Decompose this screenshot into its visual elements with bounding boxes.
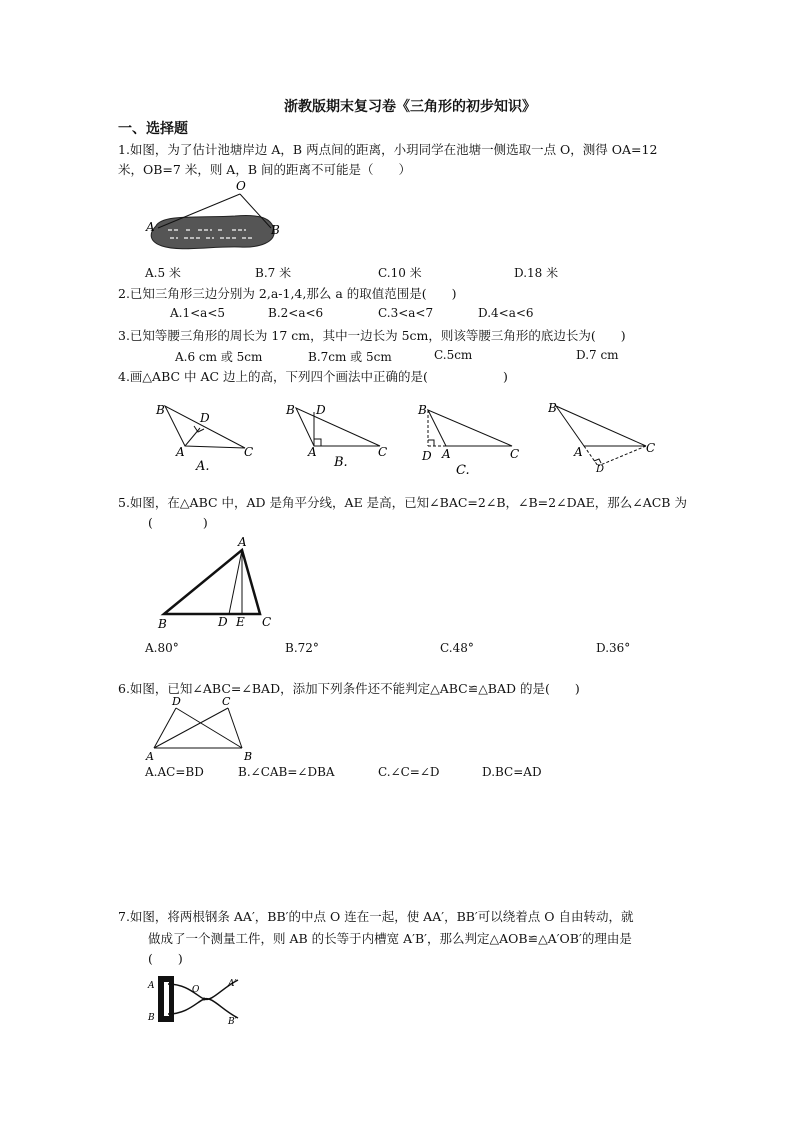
svg-text:A: A [146,750,154,763]
q1-pond-figure [140,178,290,260]
svg-text:E: E [236,615,245,629]
q2-text: 2.已知三角形三边分别为 2,a-1,4,那么 a 的取值范围是( ) [118,286,457,301]
q1-option-d: D.18 米 [514,266,559,280]
q6-option-d: D.BC=AD [482,765,542,779]
svg-text:O: O [192,985,200,995]
svg-text:A: A [442,447,451,461]
q7-text-line1: 7.如图，将两根钢条 AA′，BB′的中点 O 连在一起，使 AA′，BB′可以绕着点 O 自由转动，就 [118,909,634,924]
q5-text-line2: ( ) [148,515,208,530]
svg-text:B: B [244,750,253,763]
svg-text:A.: A. [196,459,210,473]
svg-text:C: C [510,447,520,461]
page-title: 浙教版期末复习卷《三角形的初步知识》 [284,99,536,115]
svg-text:D: D [218,615,228,629]
svg-text:C: C [646,441,656,455]
svg-text:B: B [158,617,167,631]
q2-option-d: D.4<a<6 [478,306,534,320]
q6-text: 6.如图，已知∠ABC=∠BAD，添加下列条件还不能判定△ABC≌△BAD 的是( ) [118,681,580,696]
q2-option-a: A.1<a<5 [170,306,226,320]
q3-option-c: C.5cm [434,348,473,362]
svg-text:D: D [422,449,432,463]
altitude-line [598,446,646,466]
svg-text:D: D [200,411,210,425]
svg-text:D: D [596,464,605,473]
right-angle-mark [594,459,601,463]
q5-option-b: B.72° [285,641,319,655]
pivot-O [203,998,206,1001]
q2-option-c: C.3<a<7 [378,306,434,320]
q1-option-a: A.5 米 [145,266,181,280]
svg-text:C: C [262,615,272,629]
svg-text:C: C [222,695,231,708]
q1-text-line1: 1.如图，为了估计池塘岸边 A，B 两点间的距离，小玥同学在池塘一侧选取一点 O，测得 OA=12 [118,142,658,157]
q4-figure-d [548,398,658,473]
q1-text-line2: 米，OB=7 米，则 A，B 间的距离不可能是（ ） [118,162,411,177]
q5-option-d: D.36° [596,641,631,655]
svg-text:B.: B. [334,455,348,470]
svg-text:A′: A′ [228,979,237,989]
q7-tool-figure [142,970,246,1030]
svg-text:C: C [244,445,254,459]
altitude-line [185,428,200,446]
svg-text:A: A [238,535,247,549]
q4-figure-c [416,398,526,478]
section-heading: 一、选择题 [118,121,188,137]
q4-figure-b [282,398,392,473]
q1-option-b: B.7 米 [255,266,292,280]
q3-option-a: A.6 cm 或 5cm [175,350,263,364]
svg-text:D: D [316,403,326,417]
svg-text:B: B [156,403,165,417]
q4-text: 4.画△ABC 中 AC 边上的高，下列四个画法中正确的是( ) [118,369,508,384]
svg-text:A: A [148,981,155,991]
svg-text:C: C [378,445,388,459]
svg-text:B: B [286,403,295,417]
label-O: O [236,179,246,193]
q6-option-a: A.AC=BD [145,765,204,779]
svg-text:A: A [176,445,185,459]
q3-option-d: D.7 cm [576,348,619,362]
label-B: B [271,223,280,237]
svg-text:B: B [148,1013,155,1023]
q6-figure [142,694,262,766]
svg-text:C.: C. [456,463,470,478]
svg-text:B: B [548,401,557,415]
q6-option-b: B.∠CAB=∠DBA [238,765,335,779]
q5-option-c: C.48° [440,641,474,655]
q5-triangle-figure [150,534,280,634]
svg-text:B: B [418,403,427,417]
q4-figure-a [150,398,260,473]
svg-text:B′: B′ [228,1017,237,1027]
q6-option-c: C.∠C=∠D [378,765,440,779]
q5-option-a: A.80° [145,641,179,655]
label-A: A [146,220,155,234]
q5-text-line1: 5.如图，在△ABC 中，AD 是角平分线，AE 是高，已知∠BAC=2∠B，∠B=2∠DAE，那么∠ACB 为 [118,495,687,510]
q3-option-b: B.7cm 或 5cm [308,350,392,364]
rod-BB [168,999,238,1018]
q7-text-line3: ( ) [148,951,183,966]
svg-text:A: A [308,445,317,459]
pond-shape [151,216,274,249]
svg-text:D: D [172,695,181,708]
q3-text: 3.已知等腰三角形的周长为 17 cm，其中一边长为 5cm，则该等腰三角形的底边长为( ) [118,328,626,343]
right-angle-mark [428,440,434,446]
svg-text:A: A [574,445,583,459]
q2-option-b: B.2<a<6 [268,306,324,320]
q1-option-c: C.10 米 [378,266,422,280]
q7-text-line2: 做成了一个测量工件，则 AB 的长等于内槽宽 A′B′，那么判定△AOB≌△A′OB′的理由是 [148,931,632,946]
